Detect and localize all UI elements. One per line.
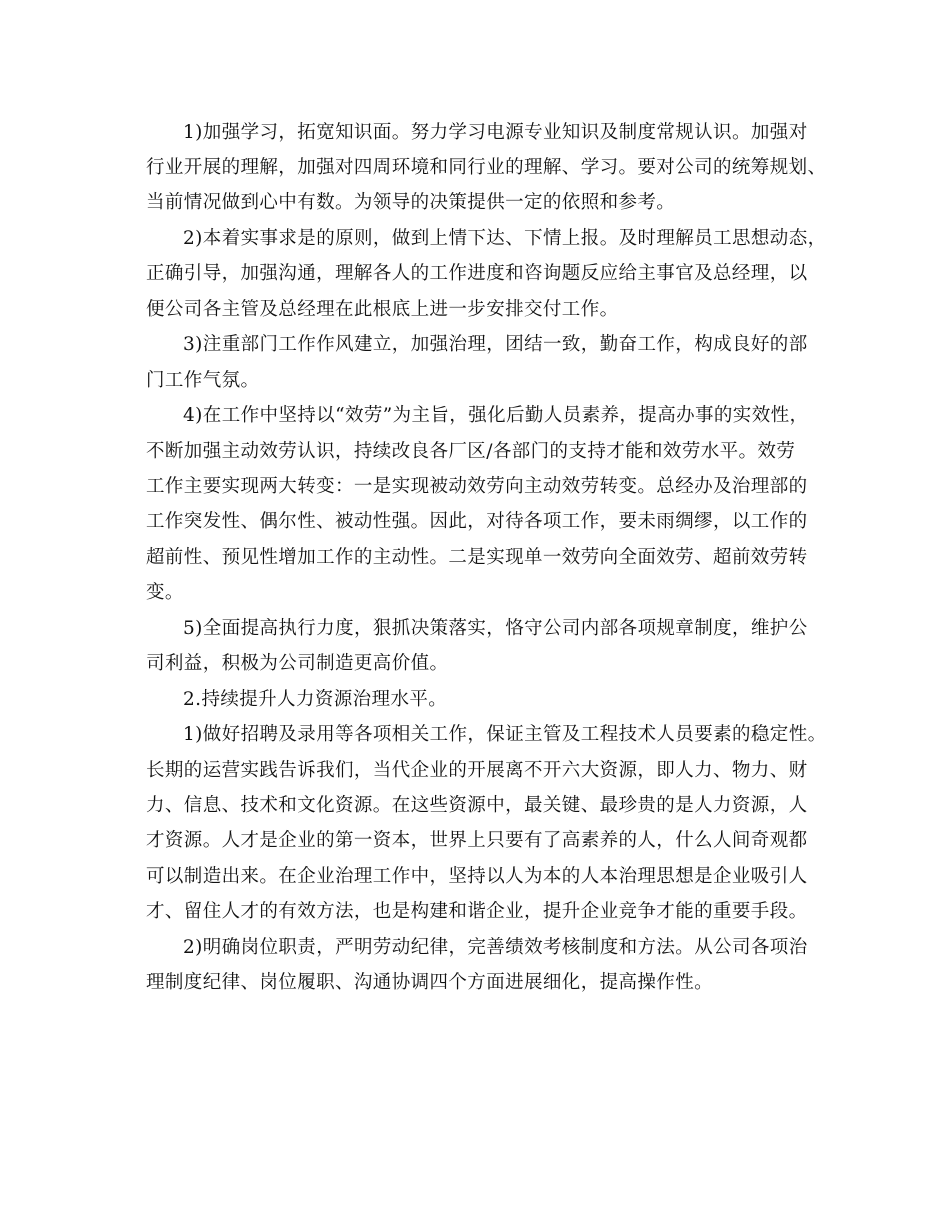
- text-line: 超前性、预见性增加工作的主动性。二是实现单一效劳向全面效劳、超前效劳转: [146, 547, 808, 568]
- text-line: 力、信息、技术和文化资源。在这些资源中，最关键、最珍贵的是人力资源，人: [146, 795, 808, 816]
- text-line: 工作主要实现两大转变：一是实现被动效劳向主动效劳转变。总经办及治理部的: [146, 476, 808, 497]
- text-line: 长期的运营实践告诉我们，当代企业的开展离不开六大资源，即人力、物力、财: [146, 760, 808, 781]
- text-line: 正确引导，加强沟通，理解各人的工作进度和咨询题反应给主事官及总经理，以: [146, 263, 808, 284]
- text-line: 可以制造出来。在企业治理工作中，坚持以人为本的人本治理思想是企业吸引人: [146, 866, 808, 887]
- text-line: 4)在工作中坚持以“效劳”为主旨，强化后勤人员素养，提高办事的实效性，: [183, 405, 809, 426]
- text-line: 1)加强学习，拓宽知识面。努力学习电源专业知识及制度常规认识。加强对: [183, 122, 808, 143]
- text-line: 2)明确岗位职责，严明劳动纪律，完善绩效考核制度和方法。从公司各项治: [183, 937, 808, 958]
- text-line: 理制度纪律、岗位履职、沟通协调四个方面进展细化，提高操作性。: [146, 972, 714, 993]
- text-line: 5)全面提高执行力度，狠抓决策落实，恪守公司内部各项规章制度，维护公: [183, 618, 808, 639]
- text-line: 工作突发性、偶尔性、被动性强。因此，对待各项工作，要未雨绸缪，以工作的: [146, 511, 808, 532]
- text-line: 才、留住人才的有效方法，也是构建和谐企业，提升企业竞争才能的重要手段。: [146, 901, 808, 922]
- text-line: 便公司各主管及总经理在此根底上进一步安排交付工作。: [146, 299, 619, 320]
- text-line: 1)做好招聘及录用等各项相关工作，保证主管及工程技术人员要素的稳定性。: [183, 724, 827, 745]
- text-line: 3)注重部门工作作风建立，加强治理，团结一致，勤奋工作，构成良好的部: [183, 334, 808, 355]
- text-line: 当前情况做到心中有数。为领导的决策提供一定的依照和参考。: [146, 192, 676, 213]
- text-line: 不断加强主动效劳认识，持续改良各厂区/各部门的支持才能和效劳水平。效劳: [146, 441, 796, 462]
- text-line: 变。: [146, 582, 184, 603]
- section-heading: 2.持续提升人力资源治理水平。: [183, 689, 448, 710]
- text-line: 才资源。人才是企业的第一资本，世界上只要有了高素养的人，什么人间奇观都: [146, 830, 808, 851]
- text-line: 行业开展的理解，加强对四周环境和同行业的理解、学习。要对公司的统筹规划、: [146, 157, 827, 178]
- text-line: 门工作气氛。: [146, 370, 260, 391]
- text-line: 2)本着实事求是的原则，做到上情下达、下情上报。及时理解员工思想动态，: [183, 228, 827, 249]
- text-line: 司利益，积极为公司制造更高价值。: [146, 653, 449, 674]
